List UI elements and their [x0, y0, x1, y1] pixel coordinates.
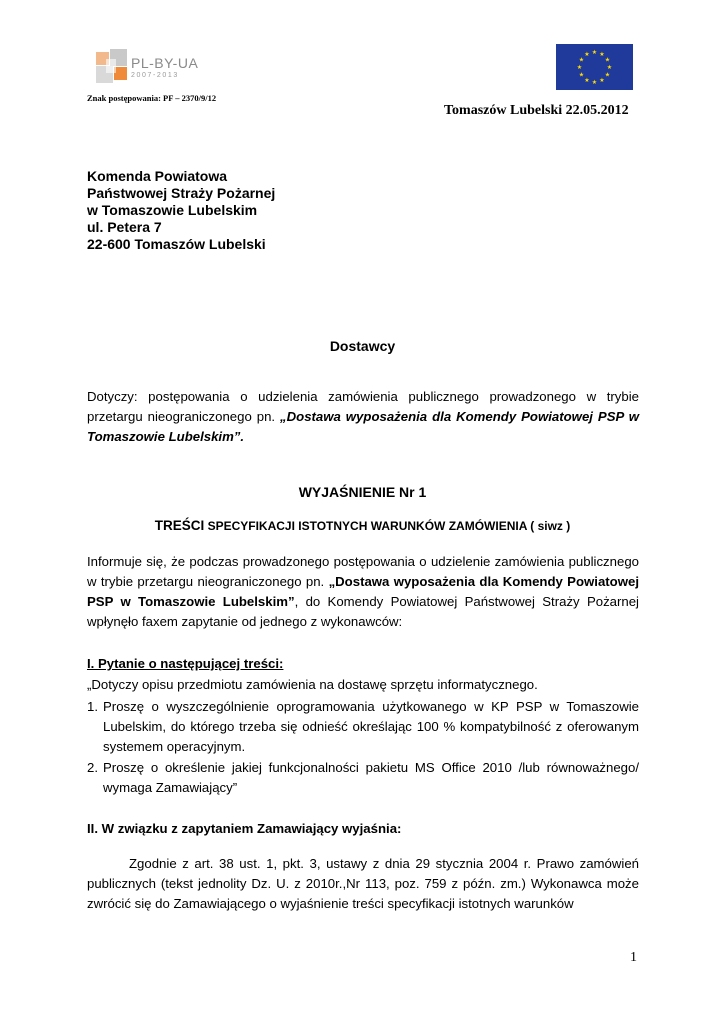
- document-title: WYJAŚNIENIE Nr 1: [298, 484, 427, 500]
- svg-text:★: ★: [591, 79, 598, 86]
- subject-paragraph: [87, 387, 639, 447]
- list-item: [87, 758, 639, 798]
- address-line: 22-600 Tomaszów Lubelski: [87, 236, 266, 252]
- intro-part2: , do Komendy Powiatowej Państwowej Straży Pożarnej wpłynęło faxem zapytanie od jednego z wykonawców:: [87, 594, 639, 629]
- subtitle-first-word: TREŚCI: [154, 518, 205, 533]
- recipient: Dostawcy: [329, 338, 396, 354]
- svg-text:★: ★: [606, 64, 613, 71]
- svg-text:★: ★: [578, 56, 585, 64]
- svg-text:★: ★: [604, 71, 611, 79]
- list-item-text: Proszę o określenie jakiej funkcjonalności pakietu MS Office 2010 /lub równoważnego/ wymaga Zamawiający”: [103, 760, 639, 795]
- intro-paragraph: [87, 552, 639, 632]
- page-number: 1: [630, 950, 637, 965]
- answer-heading: II. W związku z zapytaniem Zamawiający wyjaśnia:: [87, 821, 402, 836]
- address-line: Komenda Powiatowa: [87, 168, 228, 184]
- svg-text:★: ★: [591, 49, 598, 56]
- case-reference: Znak postępowania: PF – 2370/9/12: [87, 93, 217, 103]
- question-intro: „Dotyczy opisu przedmiotu zamówienia na dostawę sprzętu informatycznego.: [87, 677, 538, 692]
- address-line: Państwowej Straży Pożarnej: [87, 185, 276, 201]
- svg-text:★: ★: [576, 64, 583, 71]
- svg-text:★: ★: [578, 71, 585, 79]
- intro-name: „Dostawa wyposażenia dla Komendy Powiatowej PSP w Tomaszowie Lubelskim”: [87, 574, 639, 609]
- document-subtitle: [0, 518, 725, 533]
- address-line: ul. Petera 7: [87, 219, 162, 235]
- address-line: w Tomaszowie Lubelskim: [87, 202, 258, 218]
- subject-name: „Dostawa wyposażenia dla Komendy Powiatowej PSP w Tomaszowie Lubelskim”.: [87, 409, 639, 444]
- answer-paragraph: Zgodnie z art. 38 ust. 1, pkt. 3, ustawy z dnia 29 stycznia 2004 r. Prawo zamówień publicznych (tekst jednolity Dz. U. z 2010r.,Nr 113, poz. 759 z późn. zm.) Wykonawca może zwrócić się do Zamawiającego o wyjaśnienie treści specyfikacji istotnych warunków: [87, 856, 639, 911]
- place-date: Tomaszów Lubelski 22.05.2012: [444, 103, 629, 118]
- subtitle-rest: SPECYFIKACJI ISTOTNYCH WARUNKÓW ZAMÓWIENIA ( siwz ): [204, 519, 571, 533]
- svg-text:★: ★: [599, 77, 605, 84]
- logo-text: PL-BY-UA: [131, 55, 199, 71]
- list-item: [87, 697, 639, 757]
- list-item-number: 2.: [87, 760, 98, 775]
- subject-prefix: Dotyczy: postępowania o udzielenia zamówienia publicznego prowadzonego w trybie przetargu nieograniczonego pn.: [87, 389, 639, 424]
- list-item-text: Proszę o wyszczególnienie oprogramowania użytkowanego w KP PSP w Tomaszowie Lubelskim, do którego trzeba się odnieść określając 100 % kompatybilność z oferowanym systemem operacyjnym.: [103, 699, 639, 754]
- svg-text:★: ★: [584, 77, 590, 84]
- address-block: [87, 168, 275, 253]
- list-item-number: 1.: [87, 699, 98, 714]
- svg-text:★: ★: [604, 56, 611, 64]
- question-heading: I. Pytanie o następującej treści:: [87, 656, 284, 671]
- intro-part1: Informuje się, że podczas prowadzonego postępowania o udzielenie zamówienia publicznego w trybie przetargu nieograniczonego pn.: [87, 554, 639, 589]
- svg-text:★: ★: [599, 51, 605, 58]
- logo-years: 2007-2013: [131, 72, 179, 79]
- eu-flag-icon: [556, 44, 633, 90]
- svg-text:★: ★: [584, 51, 590, 58]
